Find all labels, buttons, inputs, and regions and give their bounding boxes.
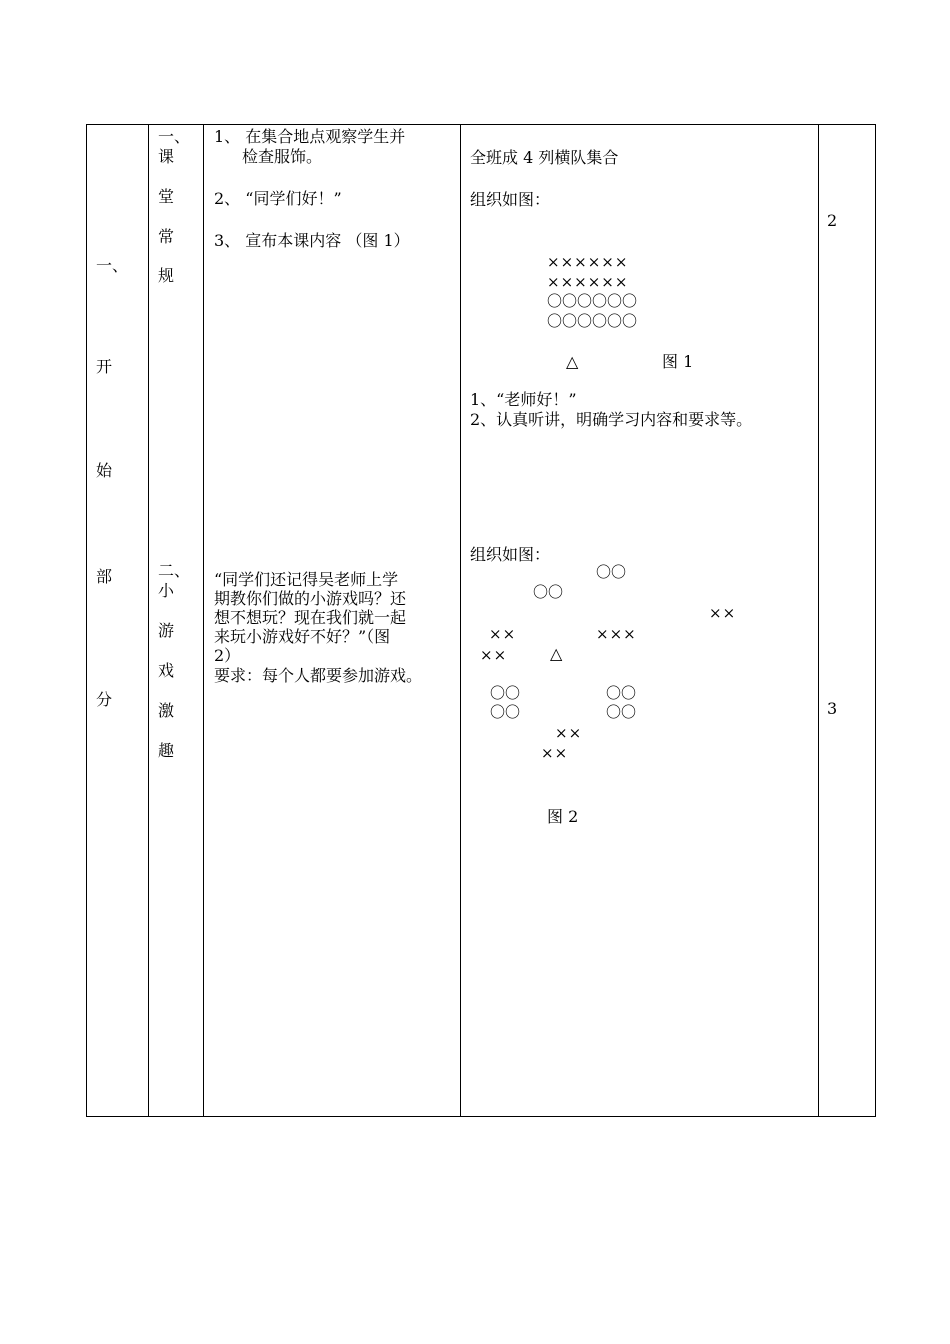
teacher-triangle-icon: △ — [566, 352, 579, 371]
figure-label: 图 2 — [547, 807, 579, 826]
part-label-char: 一、 — [158, 127, 191, 146]
method-text: 组织如图： — [470, 190, 551, 209]
teacher-triangle-icon: △ — [550, 644, 563, 663]
content-text: “同学们还记得吴老师上学 — [214, 570, 399, 589]
content-text: 想不想玩？现在我们就一起 — [214, 608, 407, 627]
content-item: 检查服饰。 — [242, 147, 323, 166]
section-char: 始 — [96, 461, 113, 480]
lesson-table — [86, 124, 876, 1117]
formation-circles: 〇〇 — [606, 703, 637, 721]
method-text: 全班成 4 列横队集合 — [470, 148, 619, 167]
column-divider — [460, 124, 461, 1117]
section-char: 开 — [96, 357, 113, 376]
formation-row-circle: 〇〇〇〇〇〇 — [547, 312, 638, 330]
content-item: 1、 在集合地点观察学生并 — [214, 127, 406, 146]
formation-circles: 〇〇 — [533, 583, 564, 601]
content-text: 2） — [214, 646, 241, 665]
column-divider — [203, 124, 204, 1117]
content-text: 要求：每个人都要参加游戏。 — [214, 666, 423, 685]
part-label-char: 游 — [158, 621, 175, 640]
method-text: 1、“老师好！” — [470, 390, 577, 409]
part-label-char: 二、 — [158, 561, 191, 580]
method-text: 组织如图： — [470, 545, 551, 564]
formation-circles: 〇〇 — [490, 684, 521, 702]
section-char: 一、 — [96, 256, 129, 275]
time-value: 2 — [827, 211, 838, 230]
formation-row-x: ×××××× — [547, 253, 629, 271]
formation-circles: 〇〇 — [490, 703, 521, 721]
part-label-char: 激 — [158, 701, 175, 720]
formation-row-x: ×××××× — [547, 273, 629, 291]
part-label-char: 堂 — [158, 187, 175, 206]
figure-label: 图 1 — [662, 352, 694, 371]
content-item: 2、 “同学们好！” — [214, 189, 342, 208]
time-value: 3 — [827, 699, 838, 718]
content-text: 来玩小游戏好不好？”（图 — [214, 627, 391, 646]
content-text: 期教你们做的小游戏吗？还 — [214, 589, 407, 608]
formation-x: ××× — [596, 625, 637, 643]
column-divider — [148, 124, 149, 1117]
method-text: 2、认真听讲，明确学习内容和要求等。 — [470, 410, 753, 429]
formation-circles: 〇〇 — [606, 684, 637, 702]
part-label-char: 常 — [158, 227, 175, 246]
column-divider — [818, 124, 819, 1117]
formation-row-circle: 〇〇〇〇〇〇 — [547, 292, 638, 310]
formation-x: ×× — [480, 646, 508, 664]
part-label-char: 规 — [158, 266, 175, 285]
part-label-char: 小 — [158, 581, 175, 600]
content-item: 3、 宣布本课内容 （图 1） — [214, 231, 410, 250]
part-label-char: 戏 — [158, 661, 175, 680]
formation-circles: 〇〇 — [596, 563, 627, 581]
formation-x: ×× — [555, 724, 583, 742]
formation-x: ×× — [541, 744, 569, 762]
part-label-char: 趣 — [158, 741, 175, 760]
formation-x: ×× — [709, 604, 737, 622]
part-label-char: 课 — [158, 147, 175, 166]
formation-x: ×× — [489, 625, 517, 643]
section-char: 分 — [96, 690, 113, 709]
section-char: 部 — [96, 567, 113, 586]
